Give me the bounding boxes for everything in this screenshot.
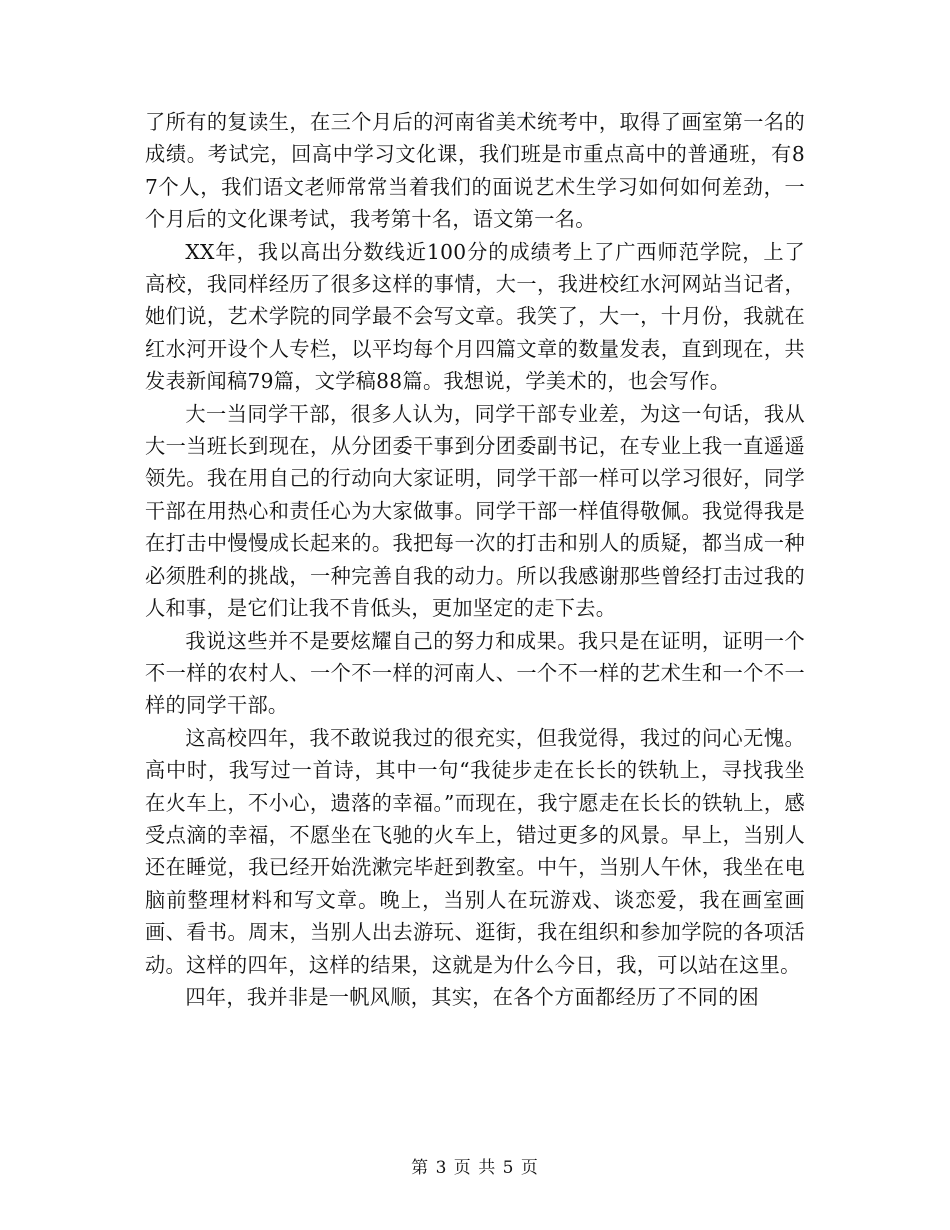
page-number-label: 第 3 页 共 5 页 bbox=[411, 1158, 539, 1178]
paragraph-4: 我说这些并不是要炫耀自己的努力和成果。我只是在证明，证明一个不一样的农村人、一个不一样的河南人、一个不一样的艺术生和一个不一样的同学干部。 bbox=[145, 628, 805, 718]
paragraph-6: 四年，我并非是一帆风顺，其实，在各个方面都经历了不同的困 bbox=[185, 984, 760, 1009]
body-text bbox=[145, 106, 805, 1013]
paragraph-3: 大一当同学干部，很多人认为，同学干部专业差，为这一句话，我从大一当班长到现在，从分团委干事到分团委副书记，在专业上我一直遥遥领先。我在用自己的行动向大家证明，同学干部一样可以学习很好，同学干部在用热心和责任心为大家做事。同学干部一样值得敬佩。我觉得我是在打击中慢慢成长起来的。我把每一次的打击和别人的质疑，都当成一种必须胜利的挑战，一种完善自我的动力。所以我感谢那些曾经打击过我的人和事，是它们让我不肯低头，更加坚定的走下去。 bbox=[145, 401, 805, 621]
paragraph-1: 了所有的复读生，在三个月后的河南省美术统考中，取得了画室第一名的成绩。考试完，回高中学习文化课，我们班是市重点高中的普通班，有87个人，我们语文老师常常当着我们的面说艺术生学习如何如何差劲，一个月后的文化课考试，我考第十名，语文第一名。 bbox=[145, 110, 805, 232]
page-footer bbox=[0, 1153, 950, 1178]
paragraph-5: 这高校四年，我不敢说我过的很充实，但我觉得，我过的问心无愧。高中时，我写过一首诗，其中一句“我徒步走在长长的铁轨上，寻找我坐在火车上，不小心，遗落的幸福。”而现在，我宁愿走在长长的铁轨上，感受点滴的幸福，不愿坐在飞驰的火车上，错过更多的风景。早上，当别人还在睡觉，我已经开始洗漱完毕赶到教室。中午，当别人午休，我坐在电脑前整理材料和写文章。晚上，当别人在玩游戏、谈恋爱，我在画室画画、看书。周末，当别人出去游玩、逛街，我在组织和参加学院的各项活动。这样的四年，这样的结果，这就是为什么今日，我，可以站在这里。 bbox=[145, 725, 805, 977]
paragraph-2: XX年，我以高出分数线近100分的成绩考上了广西师范学院，上了高校，我同样经历了很多这样的事情，大一，我进校红水河网站当记者，她们说，艺术学院的同学最不会写文章。我笑了，大一，十月份，我就在红水河开设个人专栏，以平均每个月四篇文章的数量发表，直到现在，共发表新闻稿79篇，文学稿88篇。我想说，学美术的，也会写作。 bbox=[145, 239, 805, 394]
